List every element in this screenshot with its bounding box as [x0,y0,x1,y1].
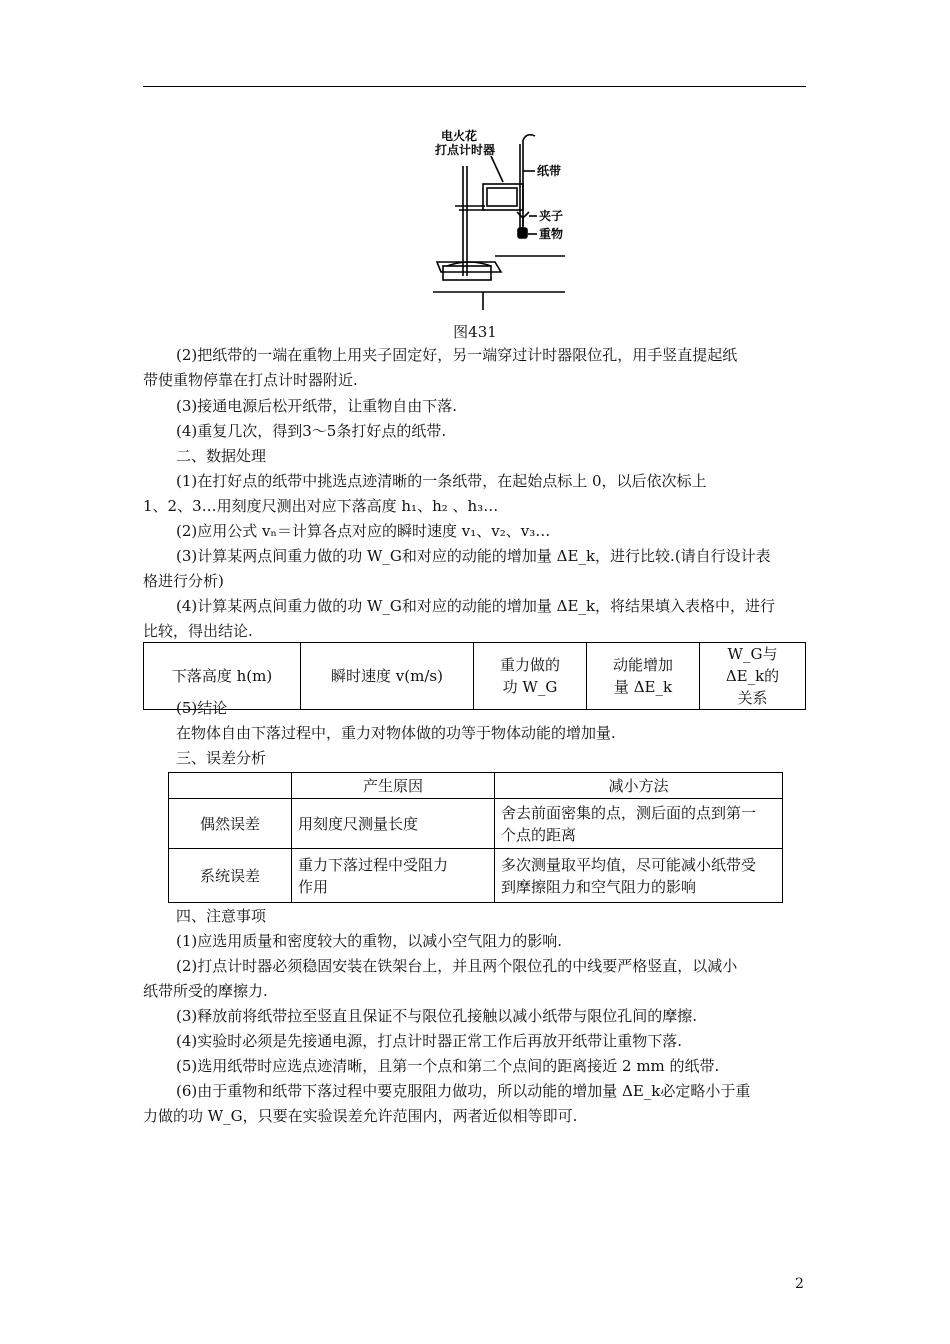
fig-label-tape: 纸带 [537,164,562,178]
s4-n4: (4)实验时必须是先接通电源，打点计时器正常工作后再放开纸带让重物下落. [176,1032,683,1050]
s2-p3a: (3)计算某两点间重力做的功 W_G和对应的动能的增加量 ΔE_k，进行比较.(请自行设计表 [176,547,771,565]
error-table [168,772,783,903]
th-height: 下落高度 h(m) [144,643,301,710]
step-2a: (2)把纸带的一端在重物上用夹子固定好，另一端穿过计时器限位孔，用手竖直提起纸 [176,346,738,364]
s4-n6b: 力做的功 W_G，只要在实验误差允许范围内，两者近似相等即可. [143,1107,578,1125]
row-system-type: 系统误差 [169,849,292,903]
row-random-method: 舍去前面密集的点，测后面的点到第一 个点的距离 [495,799,783,849]
s4-n3: (3)释放前将纸带拉至竖直且保证不与限位孔接触以减小纸带与限位孔间的摩擦. [176,1007,698,1025]
data-table [143,642,806,710]
page-number: 2 [795,1276,804,1292]
section2-heading: 二、数据处理 [176,447,267,465]
th-method: 减小方法 [495,773,783,799]
row-random-type: 偶然误差 [169,799,292,849]
s2-p4b: 比较，得出结论. [143,622,253,640]
step-3: (3)接通电源后松开纸带，让重物自由下落. [176,397,458,415]
th-ke: 动能增加 量 ΔE_k [587,643,700,710]
s4-n2a: (2)打点计时器必须稳固安装在铁架台上，并且两个限位孔的中线要严格竖直，以减小 [176,957,738,975]
step-4: (4)重复几次，得到3～5条打好点的纸带. [176,422,447,440]
figure-caption: 图431 [453,323,497,341]
th-relation: W_G与 ΔE_k的 关系 [700,643,806,710]
s2-p1a: (1)在打好点的纸带中挑选点迹清晰的一条纸带，在起始点标上 0，以后依次标上 [176,472,707,490]
section4-heading: 四、注意事项 [176,907,267,925]
s4-n6a: (6)由于重物和纸带下落过程中要克服阻力做功，所以动能的增加量 ΔE_k必定略小于重 [176,1082,751,1100]
th-velocity: 瞬时速度 v(m/s) [301,643,474,710]
s2-p4a: (4)计算某两点间重力做的功 W_G和对应的动能的增加量 ΔE_k，将结果填入表格中，进行 [176,597,776,615]
step-2b: 带使重物停靠在打点计时器附近. [143,371,358,389]
s2-p3b: 格进行分析) [143,572,224,590]
apparatus-figure [425,126,575,312]
s2-p2: (2)应用公式 vₙ＝计算各点对应的瞬时速度 v₁、v₂、v₃… [176,522,551,540]
s4-n5: (5)选用纸带时应选点迹清晰，且第一个点和第二个点间的距离接近 2 mm 的纸带. [176,1057,720,1075]
th-work: 重力做的 功 W_G [474,643,587,710]
fig-label-timer-2: 打点计时器 [435,143,496,157]
s2-conclusion: 在物体自由下落过程中，重力对物体做的功等于物体动能的增加量. [176,724,616,742]
section3-heading: 三、误差分析 [176,749,267,767]
fig-label-weight: 重物 [539,227,564,241]
s2-p5: (5)结论 [176,699,228,717]
row-system-method: 多次测量取平均值，尽可能减小纸带受 到摩擦阻力和空气阻力的影响 [495,849,783,903]
header-rule [143,86,806,87]
s4-n1: (1)应选用质量和密度较大的重物，以减小空气阻力的影响. [176,932,563,950]
row-random-cause: 用刻度尺测量长度 [292,799,495,849]
fig-label-timer-1: 电火花 [441,129,478,143]
s2-p1b: 1、2、3…用刻度尺测出对应下落高度 h₁、h₂ 、h₃… [143,497,499,515]
row-system-cause: 重力下落过程中受阻力 作用 [292,849,495,903]
s4-n2b: 纸带所受的摩擦力. [143,982,268,1000]
fig-label-clip: 夹子 [539,209,564,223]
th-cause: 产生原因 [292,773,495,799]
